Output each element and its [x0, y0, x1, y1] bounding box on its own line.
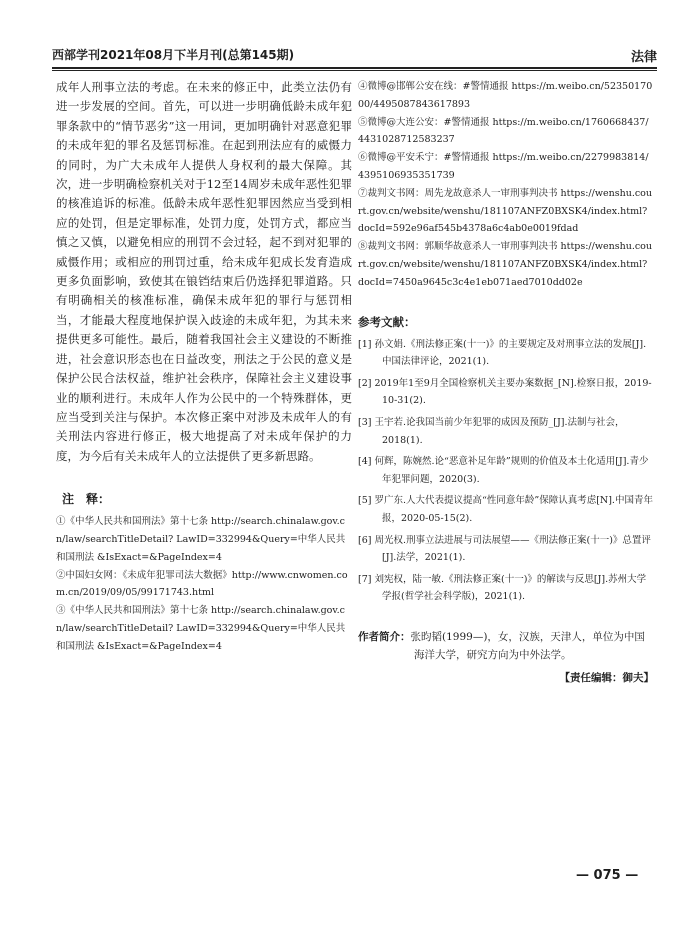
footnote-6: ⑥微博@平安禾宁：#警情通报 https://m.weibo.cn/2279983814/4395106935351739 [358, 152, 649, 181]
footnote-1: ①《中华人民共和国刑法》第十七条 http://search.chinalaw.gov.cn/law/searchTitleDetail? LawID=332994&Query=中华人民共和国刑法 &IsExact=&PageIndex=4 [56, 516, 346, 563]
journal-title: 西部学刊2021年08月下半月刊(总第145期) [52, 48, 295, 62]
editor-credit: 【责任编辑：御夫】 [559, 671, 654, 684]
right-column [358, 78, 654, 685]
left-column [56, 78, 352, 656]
section-label: 法律 [630, 50, 657, 65]
author-bio [358, 628, 654, 664]
references-heading: 参考文献： [358, 314, 416, 329]
reference-item: [7] 刘宪权，陆一敏.《刑法修正案(十一)》的解读与反思[J].苏州大学学报(哲学社会科学版)，2021(1). [358, 573, 647, 603]
footnote-8: ⑧裁判文书网：郭顺华故意杀人一审刑事判决书 https://wenshu.court.gov.cn/website/wenshu/181107ANFZ0BXSK4/index.html? docId=7450a9645c3c4e1eb071aed7010dd02e [358, 241, 652, 288]
reference-item: [6] 周光权.刑事立法进展与司法展望——《刑法修正案(十一)》总置评[J].法学，2021(1). [358, 534, 651, 564]
reference-item: [3] 王宇若.论我国当前少年犯罪的成因及预防_[J].法制与社会，2018(1). [358, 416, 625, 446]
reference-item: [1] 孙文娟.《刑法修正案(十一)》的主要规定及对刑事立法的发展[J].中国法律评论，2021(1). [358, 338, 647, 368]
header-rule-thin [52, 70, 657, 71]
reference-item: [2] 2019年1至9月全国检察机关主要办案数据_[N].检察日报，2019-10-31(2). [358, 377, 652, 407]
body-paragraph: 成年人刑事立法的考虑。在未来的修正中，此类立法仍有进一步发展的空间。首先，可以进一步明确低龄未成年犯罪条款中的“情节恶劣”这一用词，更加明确针对恶意犯罪的未成年犯的罪名及惩罚标准。在起到刑法应有的威慑力的同时，为广大未成年人提供人身权利的最大保障。其次，进一步明确检察机关对于12至14周岁未成年恶性犯罪的核准追诉的标准。低龄未成年恶性犯罪因然应当受到相应的处罚，但是定罪标准，处罚力度，处罚方式，都应当慎之又慎，以避免相应的刑罚不会过轻，起不到对犯罪的威慑作用；或相应的刑罚过重，给未成年犯成长发育造成更多负面影响，致使其在锒铛结束后仍选择犯罪道路。只有明确相关的核准标准，确保未成年犯的罪行与惩罚相当，才能最大程度地保护误入歧途的未成年犯，为其未来提供更多可能性。最后，随着我国社会主义建设的不断推进，社会意识形态也在日益改变，刑法之于公民的意义是保护公民合法权益，维护社会秩序，保障社会主义建设事业的顺利进行。未成年人作为公民中的一个特殊群体，更应当受到关注与保护。本次修正案中对涉及未成年人的有关刑法内容进行修正，极大地提高了对未成年保护的力度，为今后有关未成年人的立法提供了更多新思路。 [56, 80, 352, 463]
notes-heading: 注 释： [62, 492, 111, 507]
reference-item: [5] 罗广东.人大代表提议提高“性同意年龄”保障认真考虑[N].中国青年报，2020-05-15(2). [358, 495, 653, 524]
footnote-4: ④微博@邯郸公安在线：#警情通报 https://m.weibo.cn/5235017000/4495087843617893 [358, 81, 653, 110]
footnote-7: ⑦裁判文书网：周先龙故意杀人一审刑事判决书 https://wenshu.court.gov.cn/website/wenshu/181107ANFZ0BXSK4/index.html? docId=592e96af545b4378a6c4ab0e0019fdad [358, 187, 652, 235]
footnote-5: ⑤微博@大连公安：#警情通报 https://m.weibo.cn/1760668437/4431028712583237 [358, 116, 649, 146]
running-header [52, 46, 657, 64]
header-rule-thick [52, 67, 657, 69]
reference-item: [4] 何辉，陈婉然.论“恶意补足年龄”规则的价值及本土化适用[J].青少年犯罪问题，2020(3). [358, 456, 649, 485]
author-bio-label: 作者简介： [358, 630, 411, 643]
author-bio-text: 张昀韬(1999—)，女，汉族，天津人，单位为中国海洋大学，研究方向为中外法学。 [410, 630, 645, 661]
page-number: — 075 — [576, 868, 639, 883]
footnote-3: ③《中华人民共和国刑法》第十七条 http://search.chinalaw.gov.cn/law/searchTitleDetail? LawID=332994&Query=中华人民共和国刑法 &IsExact=&PageIndex=4 [56, 605, 346, 652]
footnote-2: ②中国妇女网：《未成年犯罪司法大数据》http://www.cnwomen.com.cn/2019/09/05/99171743.html [56, 569, 348, 599]
